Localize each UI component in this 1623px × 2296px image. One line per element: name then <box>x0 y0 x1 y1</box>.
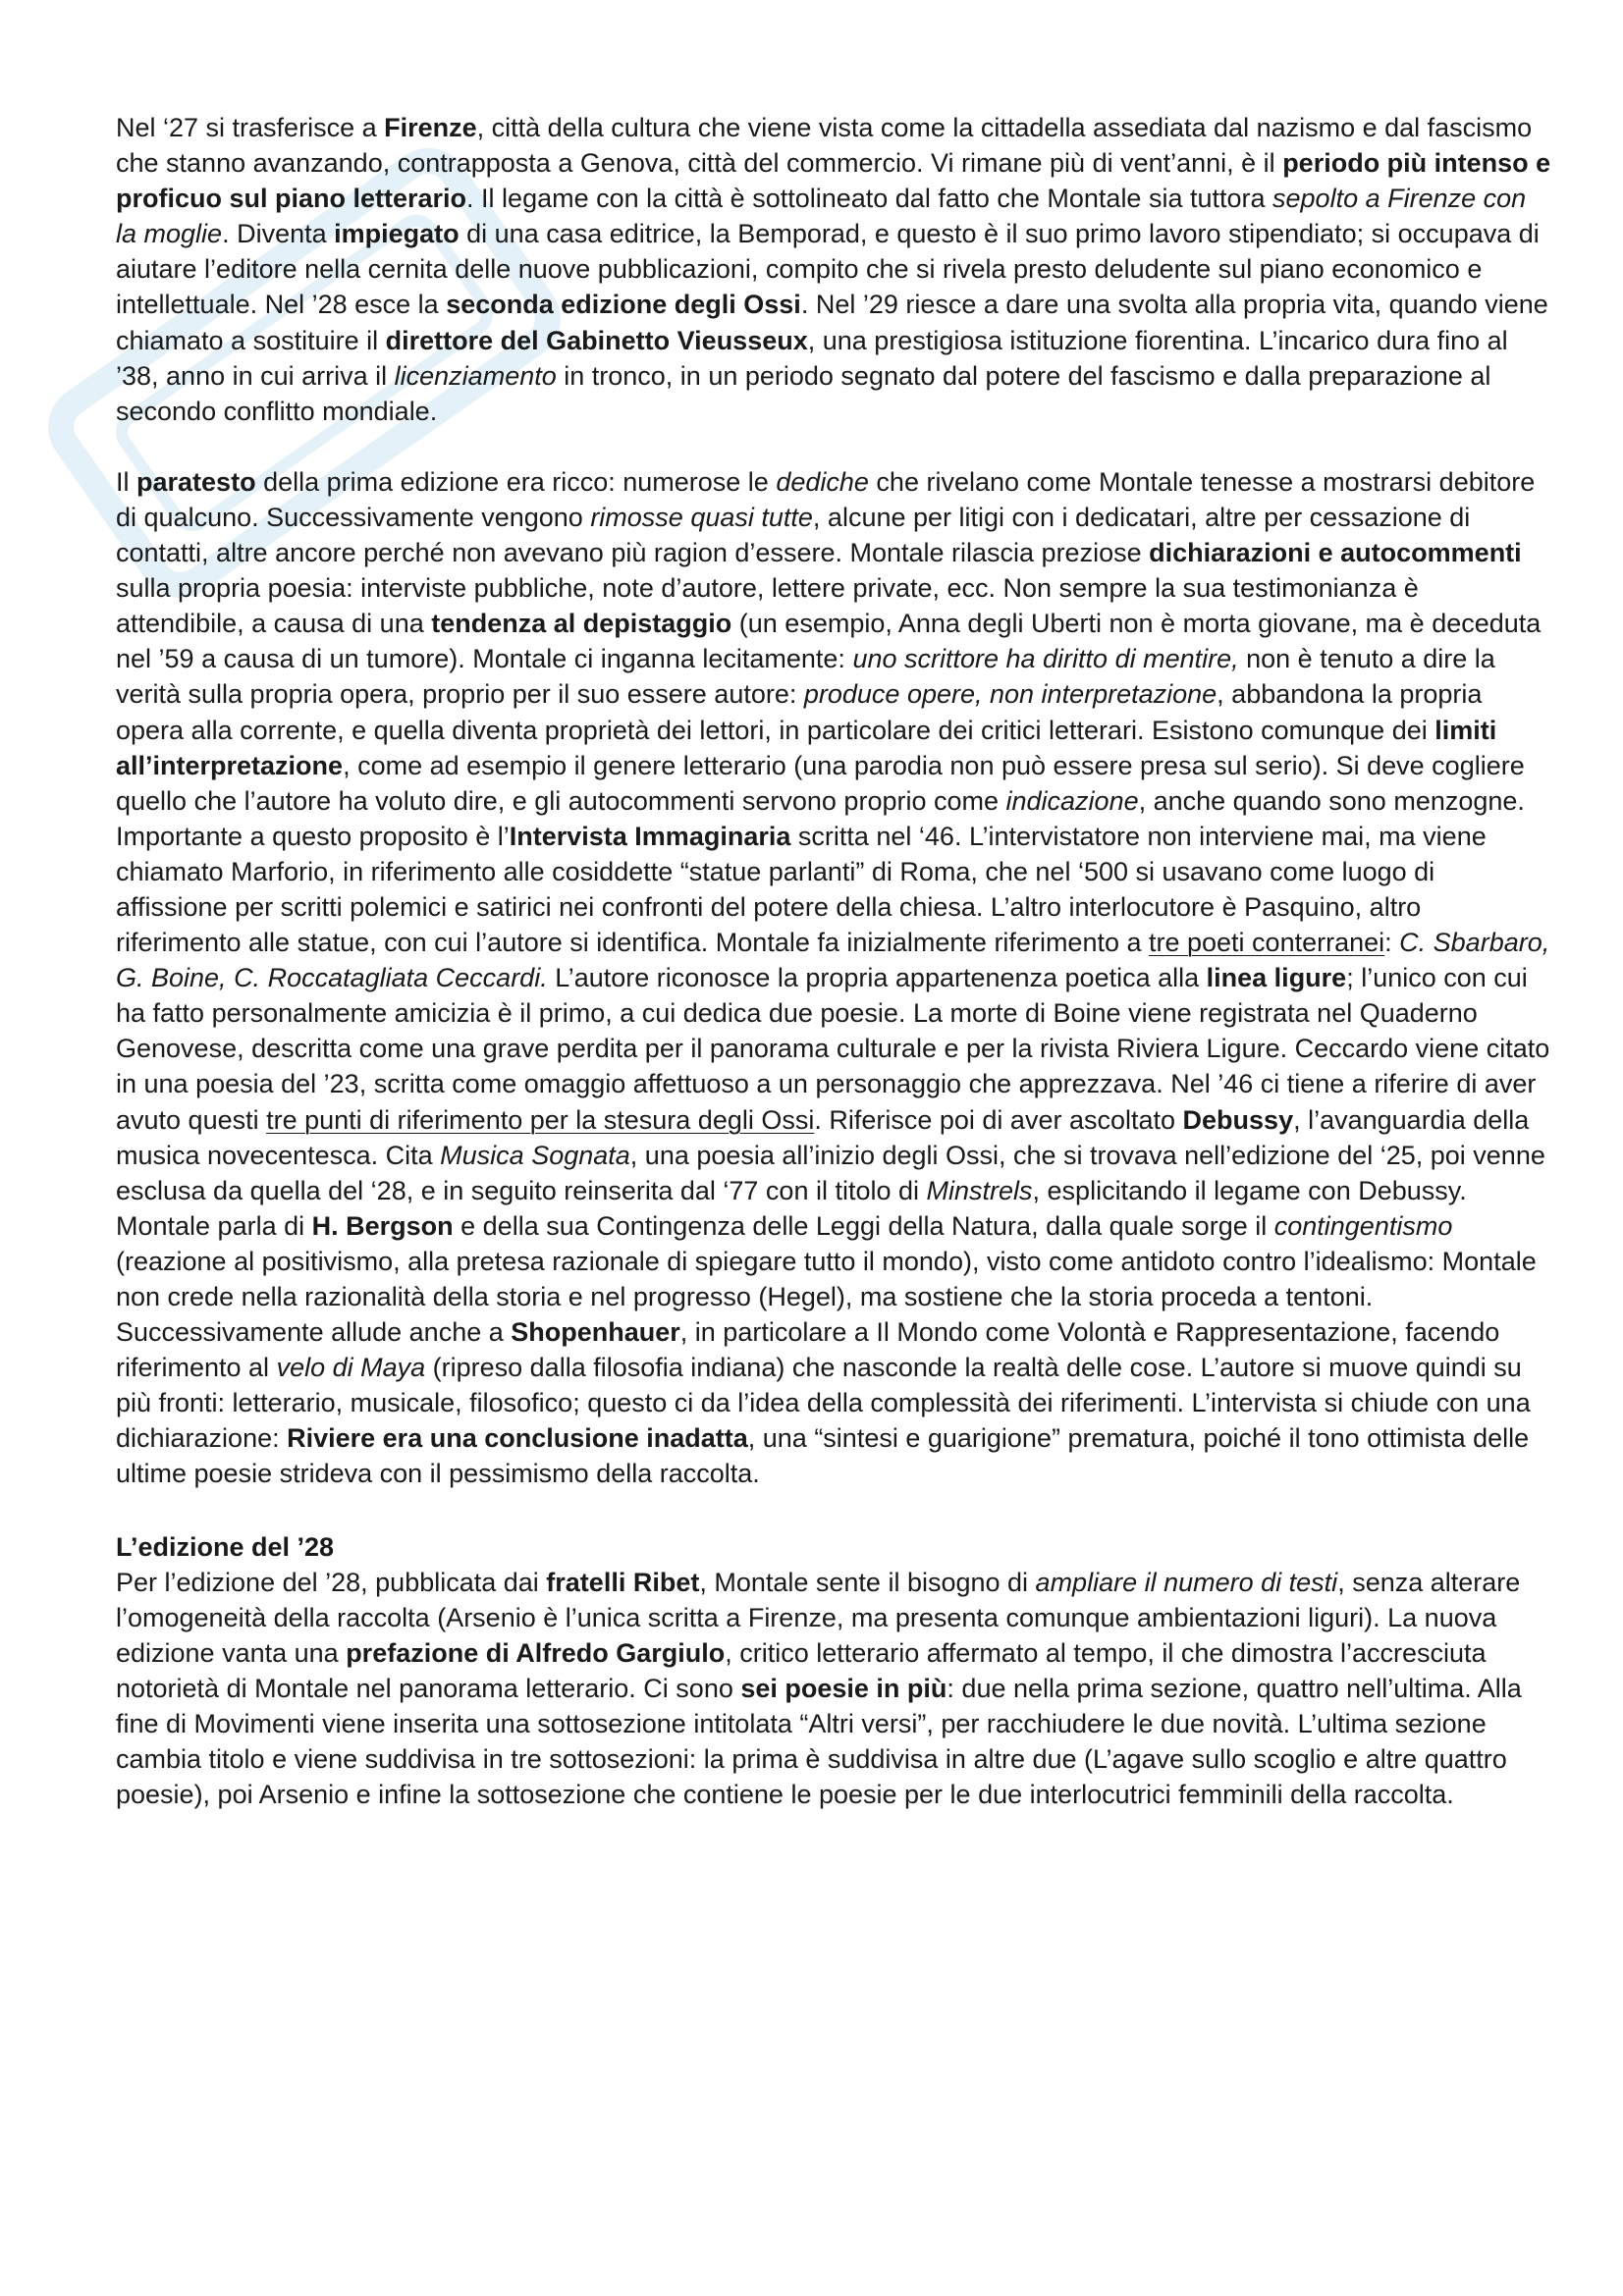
bold-text: paratesto <box>136 466 256 497</box>
text-run: , Montale sente il bisogno di <box>699 1567 1036 1597</box>
text-run: , città della cultura che viene vista come la cittadella assediata dal nazismo e dal fascismo che stanno avanzando, contrapposta a Genova, città del commercio. Vi rimane più di vent’anni, è il <box>116 113 1533 179</box>
text-run: (reazione al positivismo, alla pretesa razionale di spiegare tutto il mondo), visto come antidoto contro l’idealismo: Montale non crede nella razionalità della storia e nel progresso (Hegel), ma sostiene che la storia proceda a tentoni. Successivamente allude anche a <box>116 1246 1537 1348</box>
text-run: , come ad esempio il genere letterario (una parodia non può essere presa sul serio). Si deve cogliere quello che l’autore ha voluto dire, e gli autocommenti servono proprio come <box>116 750 1525 816</box>
italic-text: velo di Maya <box>276 1353 426 1383</box>
text-run: Il <box>116 466 137 497</box>
text-run: : due nella prima sezione, quattro nell’ultima. Alla fine di Movimenti viene inserita una sottosezione intitolata “Altri versi”, per racchiudere le due novità. L’ultima sezione cambia titolo e viene suddivisa in tre sottosezioni: la prima è suddivisa in altre due (L’agave sullo scoglio e altre quattro poesie), poi Arsenio e infine la sottosezione che contiene le poesie per le due interlocutrici femminili della raccolta. <box>116 1673 1522 1810</box>
text-run: , in particolare a Il Mondo come Volontà e Rappresentazione, facendo riferimento al <box>116 1317 1500 1383</box>
bold-text: linea ligure <box>1206 963 1347 993</box>
text-run: (ripreso dalla filosofia indiana) che nasconde la realtà delle cose. L’autore si muove quindi su più fronti: letterario, musicale, filosofico; questo ci da l’idea della complessità dei riferimenti. L’intervista si chiude con una dichiarazione: <box>116 1353 1531 1454</box>
bold-text: Firenze <box>384 113 477 142</box>
text-run: , esplicitando il legame con Debussy. Montale parla di <box>116 1175 1467 1241</box>
bold-text: direttore del Gabinetto Vieusseux <box>385 325 808 355</box>
bold-text: periodo più intenso e proficuo sul piano letterario <box>116 148 1551 214</box>
italic-text: dediche <box>776 466 869 497</box>
text-run: , una prestigiosa istituzione fiorentina. L’incarico dura fino al ’38, anno in cui arriva il <box>116 325 1508 391</box>
bold-text: seconda edizione degli Ossi <box>446 290 801 320</box>
bold-text: limiti all’interpretazione <box>116 715 1497 780</box>
italic-text: C. Sbarbaro, G. Boine, C. Roccatagliata Ceccardi. <box>116 928 1550 993</box>
underlined-text: tre poeti conterranei <box>1149 928 1385 958</box>
bold-text: Debussy <box>1182 1104 1294 1135</box>
text-run: . Nel ’29 riesce a dare una svolta alla propria vita, quando viene chiamato a sostituire il <box>116 290 1548 355</box>
text-run: , abbandona la propria opera alla corrente, e quella diventa proprietà dei lettori, in particolare dei critici letterari. Esistono comunque dei <box>116 679 1483 745</box>
text-run: in tronco, in un periodo segnato dal potere del fascismo e dalla preparazione al secondo conflitto mondiale. <box>116 360 1491 426</box>
text-run: (un esempio, Anna degli Uberti non è morta giovane, ma è deceduta nel ’59 a causa di un tumore). Montale ci inganna lecitamente: <box>116 609 1542 674</box>
paragraph-florence <box>116 110 1551 429</box>
italic-text: produce opere, non interpretazione <box>803 679 1217 710</box>
text-run: della prima edizione era ricco: numerose le <box>255 466 777 497</box>
text-run: . Il legame con la città è sottolineato dal fatto che Montale sia tuttora <box>466 184 1273 214</box>
bold-text: dichiarazioni e autocommenti <box>1149 538 1522 568</box>
text-run: ; l’unico con cui ha fatto personalmente amicizia è il primo, a cui dedica due poesie. La morte di Boine viene registrata nel Quaderno Genovese, descritta come una grave perdita per il panorama culturale e per la rivista Riviera Ligure. Ceccardo viene citato in una poesia del ’23, scritta come omaggio affettuoso a un personaggio che apprezzava. Nel ’46 ci tiene a riferire di aver avuto questi <box>116 963 1550 1135</box>
italic-text: licenziamento <box>394 360 557 391</box>
text-run: scritta nel ‘46. L’intervistatore non interviene mai, ma viene chiamato Marforio, in riferimento alle cosiddette “statue parlanti” di Roma, che nel ‘500 si usavano come luogo di affissione per scritti polemici e satirici nei confronti del potere della chiesa. L’altro interlocutore è Pasquino, altro riferimento alle statue, con cui l’autore si identifica. Montale fa inizialmente riferimento a <box>116 821 1487 958</box>
text-run: , una “sintesi e guarigione” prematura, poiché il tono ottimista delle ultime poesie strideva con il pessimismo della raccolta. <box>116 1423 1530 1489</box>
document-page <box>116 110 1551 1812</box>
bold-text: Intervista Immaginaria <box>509 821 791 851</box>
text-run: : <box>1384 928 1400 958</box>
paragraph-paratext <box>116 464 1551 1492</box>
italic-text: contingentismo <box>1273 1210 1453 1241</box>
section-heading <box>116 1529 1551 1565</box>
paragraph-edition-28 <box>116 1565 1551 1813</box>
text-run: sulla propria poesia: interviste pubbliche, note d’autore, lettere private, ecc. Non sempre la sua testimonianza è attendibile, a causa di una <box>116 573 1419 639</box>
text-run: di una casa editrice, la Bemporad, e questo è il suo primo lavoro stipendiato; si occupava di aiutare l’editore nella cernita delle nuove pubblicazioni, compito che si rivela presto deludente sul piano economico e intellettuale. Nel ’28 esce la <box>116 219 1540 320</box>
underlined-text: tre punti di riferimento per la stesura degli Ossi <box>266 1104 815 1135</box>
text-run: L’autore riconosce la propria appartenenza poetica alla <box>547 963 1207 993</box>
section-heading-text: L’edizione del ’28 <box>116 1531 335 1562</box>
italic-text: rimosse quasi tutte <box>590 502 813 532</box>
text-run: Per l’edizione del ’28, pubblicata dai <box>116 1567 547 1597</box>
italic-text: Minstrels <box>926 1175 1033 1205</box>
bold-text: Shopenhauer <box>511 1317 680 1348</box>
bold-text: H. Bergson <box>311 1210 454 1241</box>
text-run: . Riferisce poi di aver ascoltato <box>814 1104 1183 1135</box>
italic-text: sepolto a Firenze con la moglie <box>116 184 1527 249</box>
text-run: , alcune per litigi con i dedicatari, altre per cessazione di contatti, altre ancore perché non avevano più ragion d’essere. Montale rilascia preziose <box>116 502 1471 568</box>
text-run: , l’avanguardia della musica novecentesca. Cita <box>116 1104 1530 1170</box>
bold-text: impiegato <box>334 219 460 249</box>
paragraph-gap <box>116 1492 1551 1529</box>
italic-text: Musica Sognata <box>440 1140 630 1170</box>
text-run: , anche quando sono menzogne. Importante a questo proposito è l’ <box>116 785 1525 851</box>
italic-text: ampliare il numero di testi <box>1035 1567 1338 1597</box>
italic-text: indicazione <box>1005 785 1139 816</box>
bold-text: fratelli Ribet <box>546 1567 700 1597</box>
bold-text: Riviere era una conclusione inadatta <box>287 1423 748 1454</box>
bold-text: sei poesie in più <box>740 1673 947 1703</box>
text-run: , critico letterario affermato al tempo, il che dimostra l’accresciuta notorietà di Montale nel panorama letterario. Ci sono <box>116 1637 1487 1703</box>
text-run: non è tenuto a dire la verità sulla propria opera, proprio per il suo essere autore: <box>116 644 1495 710</box>
text-run: Nel ‘27 si trasferisce a <box>116 113 385 142</box>
bold-text: prefazione di Alfredo Gargiulo <box>346 1637 726 1668</box>
text-run: , una poesia all’inizio degli Ossi, che si trovava nell’edizione del ‘25, poi venne esclusa da quella del ‘28, e in seguito reinserita dal ‘77 con il titolo di <box>116 1140 1545 1205</box>
bold-text: tendenza al depistaggio <box>431 609 732 639</box>
text-run: , senza alterare l’omogeneità della raccolta (Arsenio è l’unica scritta a Firenze, ma presenta comunque ambientazioni liguri). La nuova edizione vanta una <box>116 1567 1521 1668</box>
italic-text: uno scrittore ha diritto di mentire, <box>852 644 1239 674</box>
text-run: che rivelano come Montale tenesse a mostrarsi debitore di qualcuno. Successivamente vengono <box>116 466 1536 532</box>
text-run: . Diventa <box>222 219 335 249</box>
paragraph-gap <box>116 429 1551 464</box>
text-run: e della sua Contingenza delle Leggi della Natura, dalla quale sorge il <box>453 1210 1274 1241</box>
